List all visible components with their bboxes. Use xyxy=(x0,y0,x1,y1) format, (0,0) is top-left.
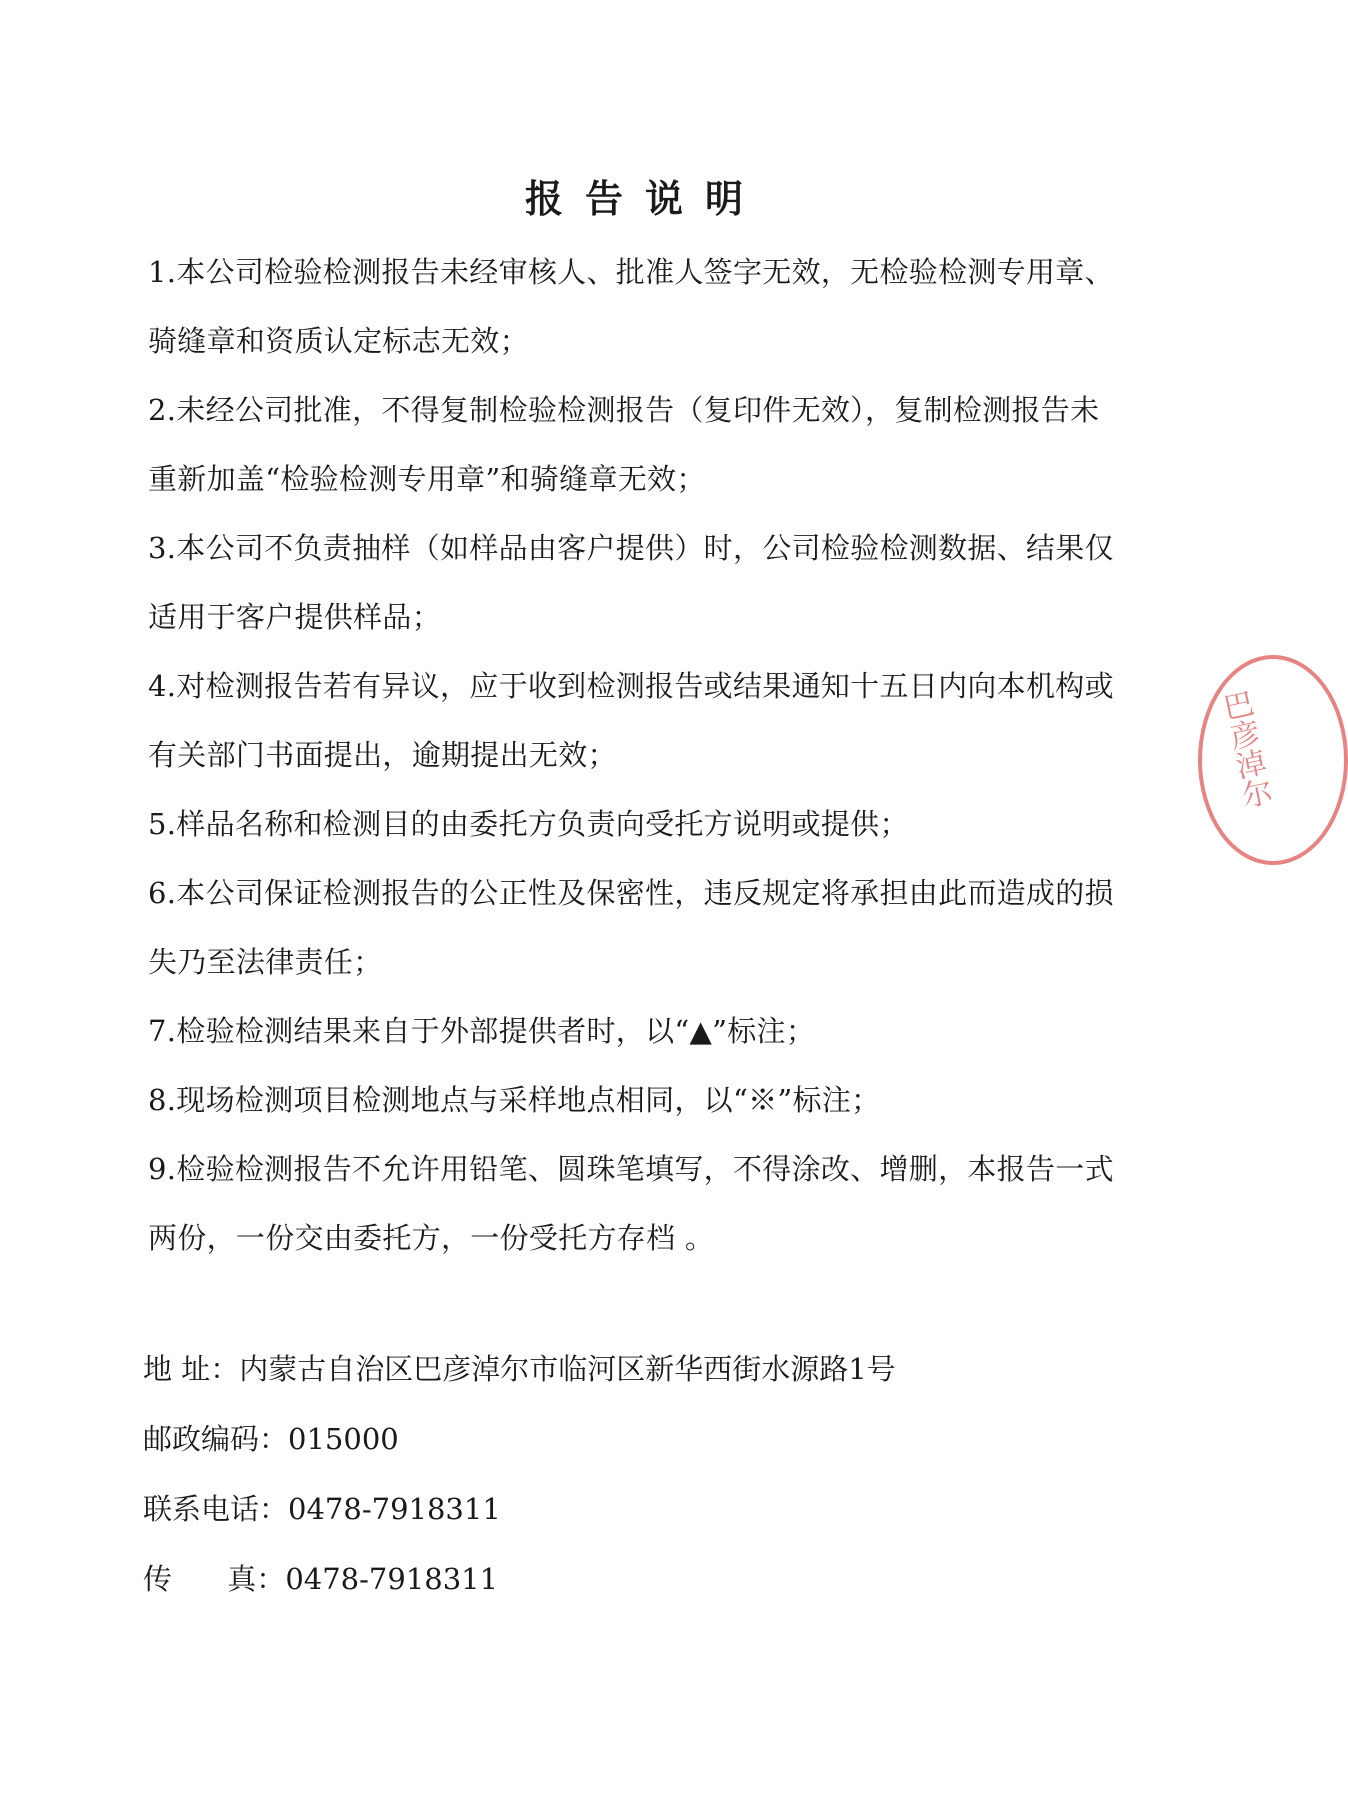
clause-6: 6.本公司保证检测报告的公正性及保密性，违反规定将承担由此而造成的损失乃至法律责任； xyxy=(148,876,1114,979)
clause-8: 8.现场检测项目检测地点与采样地点相同，以“※”标注； xyxy=(148,1083,881,1117)
clause-9: 9.检验检测报告不允许用铅笔、圆珠笔填写，不得涂改、增删，本报告一式两份，一份交由委托方，一份受托方存档 。 xyxy=(148,1152,1114,1255)
postcode-row xyxy=(143,1404,1043,1474)
phone-value: 0478-7918311 xyxy=(288,1492,501,1526)
clause-list xyxy=(148,238,1118,1273)
clause-2: 2.未经公司批准，不得复制检验检测报告（复印件无效），复制检测报告未重新加盖“检验检测专用章”和骑缝章无效； xyxy=(148,393,1100,496)
seal-stamp xyxy=(1198,655,1348,865)
phone-label: 联系电话： xyxy=(143,1492,289,1526)
contact-block xyxy=(143,1334,1043,1614)
clause-1: 1.本公司检验检测报告未经审核人、批准人签字无效，无检验检测专用章、骑缝章和资质认定标志无效； xyxy=(148,255,1114,358)
fax-row xyxy=(143,1544,1043,1614)
phone-row xyxy=(143,1474,1043,1544)
clause-3: 3.本公司不负责抽样（如样品由客户提供）时，公司检验检测数据、结果仅适用于客户提供样品； xyxy=(148,531,1114,634)
clause-4: 4.对检测报告若有异议，应于收到检测报告或结果通知十五日内向本机构或有关部门书面提出，逾期提出无效； xyxy=(148,669,1114,772)
address-value: 内蒙古自治区巴彦淖尔市临河区新华西街水源路1号 xyxy=(239,1352,896,1386)
address-label: 地 址： xyxy=(143,1352,240,1386)
postcode-value: 015000 xyxy=(288,1422,399,1456)
address-row xyxy=(143,1334,1043,1404)
seal-stamp-text: 巴彦淖尔 xyxy=(1214,687,1275,812)
page-title: 报告说明 xyxy=(524,176,765,221)
clause-7: 7.检验检测结果来自于外部提供者时，以“▲”标注； xyxy=(148,1014,816,1048)
fax-value: 0478-7918311 xyxy=(285,1562,499,1596)
postcode-label: 邮政编码： xyxy=(143,1422,289,1456)
fax-label: 传 真： xyxy=(143,1562,286,1596)
clause-5: 5.样品名称和检测目的由委托方负责向受托方说明或提供； xyxy=(148,807,909,841)
